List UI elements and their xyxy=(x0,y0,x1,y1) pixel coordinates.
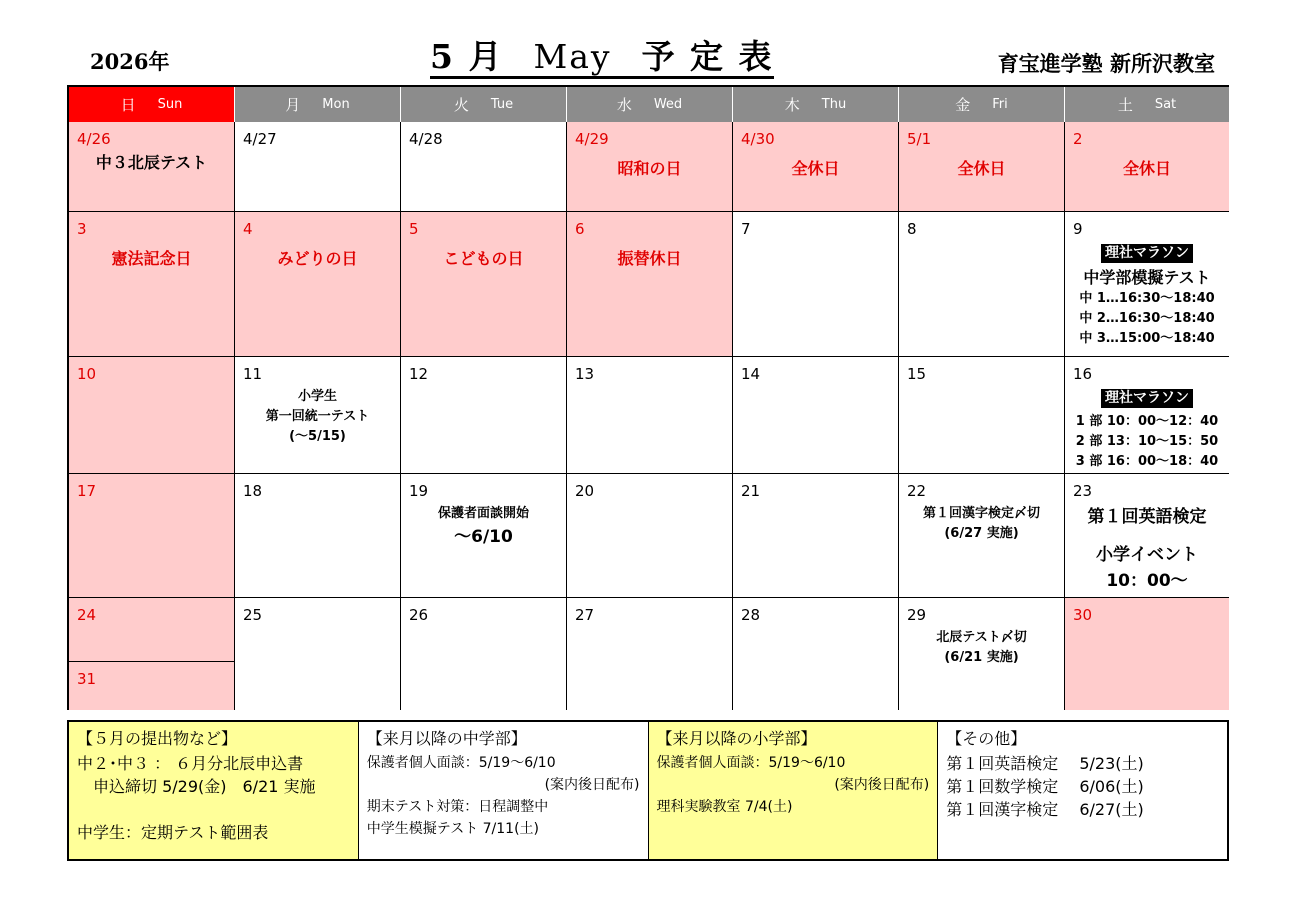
day-cell[interactable] xyxy=(733,122,899,212)
day-cell[interactable] xyxy=(733,474,899,598)
note-line: (案内後日配布) xyxy=(544,777,640,793)
day-cell[interactable] xyxy=(733,598,899,710)
holiday-label: 全休日 xyxy=(957,159,1006,178)
event-line xyxy=(1065,387,1229,412)
day-number: 4/30 xyxy=(741,130,775,148)
day-number: 30 xyxy=(1073,606,1093,624)
day-number: 27 xyxy=(575,606,595,624)
event-text: 2 部 13：10～15：50 xyxy=(1075,434,1219,449)
event-badge: 理社マラソン xyxy=(1101,389,1193,408)
day-number: 21 xyxy=(741,482,761,500)
event-line xyxy=(1065,242,1229,267)
day-number: 5 xyxy=(409,220,419,238)
day-number: 22 xyxy=(907,482,927,500)
day-cell[interactable] xyxy=(899,357,1065,474)
weekday-jp: 木 xyxy=(784,96,800,114)
weekday-en: Fri xyxy=(992,97,1008,112)
weekday-en: Sun xyxy=(157,97,183,112)
note-line: 中学生：定期テスト範囲表 xyxy=(77,823,269,842)
year-label: 2026年 xyxy=(90,49,170,74)
day-cell[interactable] xyxy=(69,212,235,357)
event-text: (6/21 実施) xyxy=(944,650,1019,665)
holiday-label: 全休日 xyxy=(791,159,840,178)
day-number: 6 xyxy=(575,220,585,238)
note-box xyxy=(649,722,939,859)
day-cell[interactable] xyxy=(401,212,567,357)
spacer xyxy=(1065,530,1229,542)
event-text: 第１回英語検定 xyxy=(1087,507,1207,527)
holiday-label: 憲法記念日 xyxy=(111,249,192,268)
day-cell[interactable] xyxy=(1065,122,1229,212)
day-cell[interactable] xyxy=(235,598,401,710)
day-cell[interactable] xyxy=(69,598,235,662)
day-number: 4/28 xyxy=(409,130,443,148)
day-cell[interactable] xyxy=(1065,357,1229,474)
day-cell[interactable] xyxy=(1065,598,1229,710)
day-number: 15 xyxy=(907,365,927,383)
weekday-jp: 金 xyxy=(955,96,971,114)
event-text: 3 部 16：00～18：40 xyxy=(1075,454,1219,469)
note-line: 期末テスト対策：日程調整中 xyxy=(366,799,549,815)
weekday-header-tue xyxy=(401,87,567,122)
day-cell[interactable] xyxy=(401,122,567,212)
event-text: 中 1…16:30～18:40 xyxy=(1079,291,1215,306)
note-line: 中２･中３ ： ６月分北辰申込書 xyxy=(77,754,304,773)
holiday-label: こどもの日 xyxy=(443,249,524,268)
event-text: 保護者面談開始 xyxy=(437,506,529,521)
day-cell[interactable] xyxy=(235,212,401,357)
event-text: 北辰テスト〆切 xyxy=(936,630,1027,645)
day-number: 17 xyxy=(77,482,97,500)
day-cell[interactable] xyxy=(235,122,401,212)
note-box xyxy=(69,722,359,859)
event-text: 小学イベント xyxy=(1096,545,1198,565)
weekday-header-sun xyxy=(69,87,235,122)
day-number: 24 xyxy=(77,606,97,624)
day-number: 3 xyxy=(77,220,87,238)
day-number: 26 xyxy=(409,606,429,624)
day-cell[interactable] xyxy=(69,357,235,474)
day-number: 10 xyxy=(77,365,97,383)
day-number: 4 xyxy=(243,220,253,238)
weekday-header-wed xyxy=(567,87,733,122)
day-cell[interactable] xyxy=(899,122,1065,212)
event-text: 中３北辰テスト xyxy=(95,153,208,172)
note-title: 【来月以降の小学部】 xyxy=(656,729,817,748)
day-number: 16 xyxy=(1073,365,1093,383)
day-number: 19 xyxy=(409,482,429,500)
day-number: 11 xyxy=(243,365,263,383)
calendar-grid xyxy=(67,85,1229,710)
note-line: 第１回英語検定 5/23(土) xyxy=(946,754,1144,773)
weekday-header-fri xyxy=(899,87,1065,122)
day-cell[interactable] xyxy=(401,474,567,598)
day-cell[interactable] xyxy=(1065,212,1229,357)
holiday-label: 振替休日 xyxy=(617,249,682,268)
day-cell[interactable] xyxy=(69,474,235,598)
note-line: 保護者個人面談：5/19～6/10 xyxy=(656,755,846,771)
note-title: 【その他】 xyxy=(946,729,1027,748)
weekday-en: Mon xyxy=(322,97,350,112)
day-cell[interactable] xyxy=(1065,474,1229,598)
note-line xyxy=(77,798,350,821)
event-badge: 理社マラソン xyxy=(1101,244,1193,263)
weekday-en: Sat xyxy=(1154,97,1177,112)
event-text: 中 2…16:30～18:40 xyxy=(1079,311,1215,326)
month-en-label: May xyxy=(533,37,612,76)
day-number: 31 xyxy=(77,670,97,688)
holiday-label: みどりの日 xyxy=(277,249,358,268)
day-number: 7 xyxy=(741,220,751,238)
note-box xyxy=(938,722,1227,859)
day-cell[interactable] xyxy=(401,598,567,710)
day-cell[interactable] xyxy=(899,598,1065,710)
notes-section xyxy=(67,720,1229,861)
day-number: 12 xyxy=(409,365,429,383)
event-text: 第一回統一テスト xyxy=(265,409,370,424)
day-cell[interactable] xyxy=(733,357,899,474)
note-line: (案内後日配布) xyxy=(834,777,930,793)
day-number: 23 xyxy=(1073,482,1093,500)
day-number: 9 xyxy=(1073,220,1083,238)
weekday-header-sat xyxy=(1065,87,1229,122)
note-line: 第１回数学検定 6/06(土) xyxy=(946,777,1144,796)
day-cell[interactable] xyxy=(401,357,567,474)
page-title xyxy=(430,38,774,79)
day-cell[interactable] xyxy=(567,122,733,212)
note-line: 保護者個人面談：5/19～6/10 xyxy=(366,755,556,771)
day-number: 8 xyxy=(907,220,917,238)
day-cell[interactable] xyxy=(899,212,1065,357)
holiday-label: 昭和の日 xyxy=(617,159,682,178)
event-text: 第１回漢字検定〆切 xyxy=(922,506,1040,521)
day-number: 4/27 xyxy=(243,130,277,148)
day-cell[interactable] xyxy=(567,598,733,710)
day-number: 25 xyxy=(243,606,263,624)
title-suffix: 予 定 表 xyxy=(641,37,774,76)
weekday-header-thu xyxy=(733,87,899,122)
event-text: 1 部 10：00～12：40 xyxy=(1075,414,1219,429)
note-title: 【来月以降の中学部】 xyxy=(366,729,527,748)
day-number: 4/26 xyxy=(77,130,111,148)
note-line: 第１回漢字検定 6/27(土) xyxy=(946,800,1144,819)
note-box xyxy=(359,722,649,859)
day-number: 2 xyxy=(1073,130,1083,148)
weekday-jp: 土 xyxy=(1117,96,1133,114)
weekday-jp: 火 xyxy=(453,96,469,114)
event-text: 中学部模擬テスト xyxy=(1083,268,1211,287)
day-number: 5/1 xyxy=(907,130,932,148)
day-cell[interactable] xyxy=(235,474,401,598)
day-number: 14 xyxy=(741,365,761,383)
day-number: 4/29 xyxy=(575,130,609,148)
event-text: 中 3…15:00～18:40 xyxy=(1079,331,1215,346)
event-text: (6/27 実施) xyxy=(944,526,1019,541)
event-text: 10：00～ xyxy=(1106,571,1188,591)
day-number: 20 xyxy=(575,482,595,500)
day-number: 18 xyxy=(243,482,263,500)
weekday-en: Wed xyxy=(653,97,683,112)
weekday-en: Tue xyxy=(490,97,514,112)
day-number: 13 xyxy=(575,365,595,383)
note-title: 【５月の提出物など】 xyxy=(77,729,238,748)
day-cell[interactable] xyxy=(567,357,733,474)
day-number: 29 xyxy=(907,606,927,624)
day-cell[interactable] xyxy=(69,122,235,212)
day-number: 28 xyxy=(741,606,761,624)
holiday-label: 全休日 xyxy=(1122,159,1171,178)
day-cell[interactable] xyxy=(69,662,235,710)
event-text: ～6/10 xyxy=(454,527,513,547)
day-cell[interactable] xyxy=(567,474,733,598)
weekday-jp: 水 xyxy=(616,96,632,114)
weekday-jp: 月 xyxy=(285,96,301,114)
note-line: 中学生模擬テスト 7/11(土) xyxy=(366,821,540,837)
day-cell[interactable] xyxy=(899,474,1065,598)
school-name: 育宝進学塾 新所沢教室 xyxy=(997,51,1215,76)
day-cell[interactable] xyxy=(567,212,733,357)
note-line: 理科実験教室 7/4(土) xyxy=(656,799,793,815)
month-label: 5 月 xyxy=(430,37,504,76)
note-line: 申込締切 5/29(金) 6/21 実施 xyxy=(77,777,316,796)
weekday-jp: 日 xyxy=(120,96,136,114)
weekday-en: Thu xyxy=(821,97,847,112)
event-text: 小学生 xyxy=(297,389,337,404)
event-text: (～5/15) xyxy=(289,429,346,444)
weekday-header-mon xyxy=(235,87,401,122)
day-cell[interactable] xyxy=(235,357,401,474)
day-cell[interactable] xyxy=(733,212,899,357)
